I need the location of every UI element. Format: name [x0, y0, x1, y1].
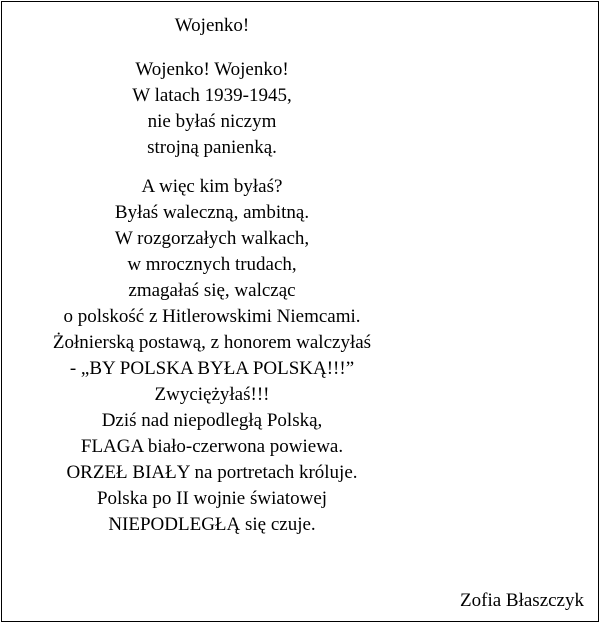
poem-line: A więc kim byłaś? [141, 176, 283, 197]
poem-line: Wojenko! Wojenko! [135, 59, 289, 80]
poem-line: Byłaś waleczną, ambitną. [114, 202, 310, 223]
poem-line: zmagałaś się, walcząc [128, 280, 296, 301]
poem-line: Dziś nad niepodległą Polską, [101, 410, 323, 431]
stanza-1 [2, 57, 422, 161]
poem-line: strojną panienką. [147, 137, 277, 158]
document-page [1, 1, 599, 622]
poem-line: W latach 1939-1945, [132, 85, 292, 106]
poem-line: FLAGA biało-czerwona powiewa. [80, 436, 344, 457]
poem-line: w mrocznych trudach, [127, 254, 297, 275]
author-signature: Zofia Błaszczyk [460, 590, 584, 611]
poem-line: nie byłaś niczym [147, 111, 277, 132]
poem-line: ORZEŁ BIAŁY na portretach króluje. [66, 462, 358, 483]
poem-title: Wojenko! [174, 15, 250, 36]
poem-line: o polskość z Hitlerowskimi Niemcami. [63, 306, 361, 327]
poem-line: Polska po II wojnie światowej [96, 488, 328, 509]
poem-line: - „BY POLSKA BYŁA POLSKĄ!!!” [69, 358, 355, 379]
poem-line: NIEPODLEGŁĄ się czuje. [108, 514, 316, 535]
poem-line: W rozgorzałych walkach, [114, 228, 310, 249]
stanza-2 [2, 174, 422, 538]
poem-line: Żołnierską postawą, z honorem walczyłaś [52, 332, 372, 353]
poem-line: Zwyciężyłaś!!! [154, 384, 270, 405]
